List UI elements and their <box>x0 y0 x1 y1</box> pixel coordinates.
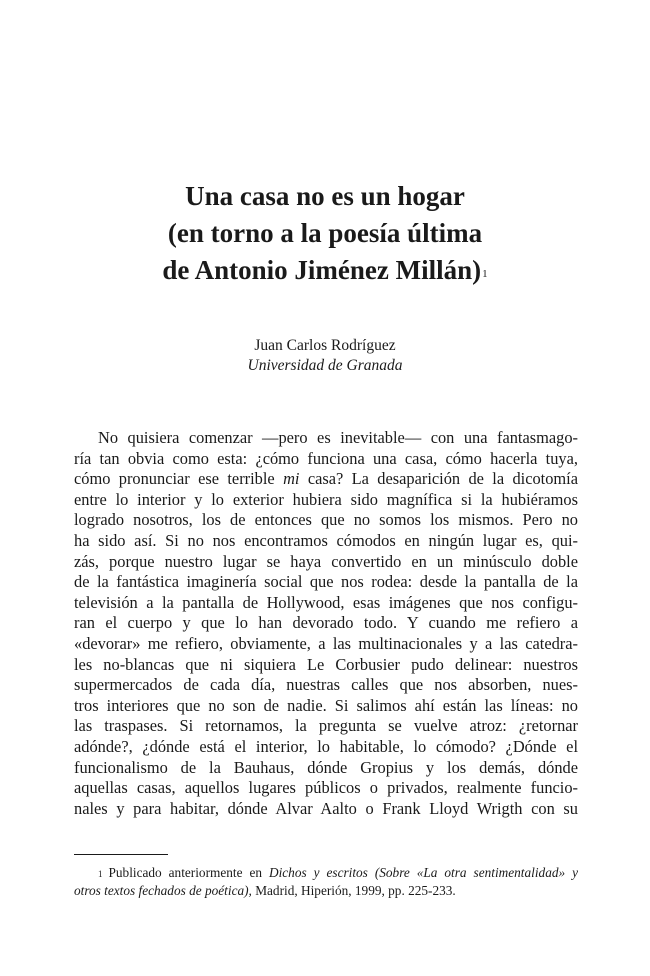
body-line: adónde?, ¿dónde está el interior, lo habitable, lo cómodo? ¿Dónde el <box>74 736 578 756</box>
author-affiliation: Universidad de Granada <box>247 357 403 374</box>
title-line-3-text: de Antonio Jiménez Millán) <box>162 255 482 285</box>
body-line: No quisiera comenzar —pero es inevitable— con una fantasmago- <box>98 428 578 447</box>
body-line: ría tan obvia como esta: ¿cómo funciona una casa, cómo hacerla tuya, <box>74 448 578 468</box>
body-paragraph <box>74 428 578 819</box>
author-block <box>0 336 650 376</box>
title-line-1: Una casa no es un hogar <box>185 181 465 211</box>
body-line-segment: casa? La desaparición de la dicotomía <box>307 469 578 489</box>
footnote-book-title: Dichos y escritos (Sobre «La otra sentimentalidad» y <box>268 865 579 880</box>
body-line: aquellas casas, aquellos lugares públicos o privados, realmente funcio- <box>74 778 578 798</box>
body-line: entre lo interior y lo exterior hubiera sido magnífica si la hubiéramos <box>74 489 578 509</box>
title-line-3 <box>0 252 650 289</box>
body-line: las traspases. Si retornamos, la pregunta se vuelve atroz: ¿retornar <box>74 716 578 736</box>
body-line: zás, porque nuestro lugar se haya convertido en un minúsculo doble <box>74 551 578 571</box>
body-line-segment: cómo pronunciar ese terrible <box>74 469 275 489</box>
footnote <box>74 864 578 900</box>
title-line-2: (en torno a la poesía última <box>167 218 483 248</box>
footnote-book-title-cont: otros textos fechados de poética), <box>74 883 252 898</box>
body-line: ha sido así. Si no nos encontramos cómodos en ningún lugar es, qui- <box>74 530 578 550</box>
footnote-line-2 <box>74 882 578 900</box>
body-line: tros interiores que no son de nadie. Si salimos ahí están las líneas: no <box>74 695 578 715</box>
title-footnote-marker[interactable]: 1 <box>482 268 488 280</box>
body-line: de la fantástica imaginería social que nos rodea: desde la pantalla de la <box>74 572 578 592</box>
body-line: «devorar» me refiero, obviamente, a las multinacionales y a las catedra- <box>74 633 578 653</box>
body-line: logrado nosotros, los de entonces que no somos los mismos. Pero no <box>74 510 578 530</box>
body-line: nales y para habitar, dónde Alvar Aalto o Frank Lloyd Wrigth con su <box>74 798 578 818</box>
footnote-line-1 <box>74 864 578 882</box>
body-line: les no-blancas que ni siquiera Le Corbusier pudo delinear: nuestros <box>74 654 578 674</box>
footnote-marker: 1 <box>98 869 103 879</box>
body-emphasis: mi <box>283 469 300 489</box>
footnote-text: Publicado anteriormente en <box>108 865 263 880</box>
body-line: funcionalismo de la Bauhaus, dónde Gropius y los demás, dónde <box>74 757 578 777</box>
body-line: televisión a la pantalla de Hollywood, esas imágenes que nos configu- <box>74 592 578 612</box>
article-title <box>0 178 650 289</box>
author-name: Juan Carlos Rodríguez <box>254 337 396 354</box>
body-line: ran el cuerpo y que lo han devorado todo. Y cuando me refiero a <box>74 613 578 633</box>
body-line <box>74 469 578 490</box>
footnote-divider <box>74 854 168 855</box>
body-line: supermercados de cada día, nuestras calles que nos absorben, nues- <box>74 675 578 695</box>
footnote-publication: Madrid, Hiperión, 1999, pp. 225-233. <box>255 883 456 898</box>
